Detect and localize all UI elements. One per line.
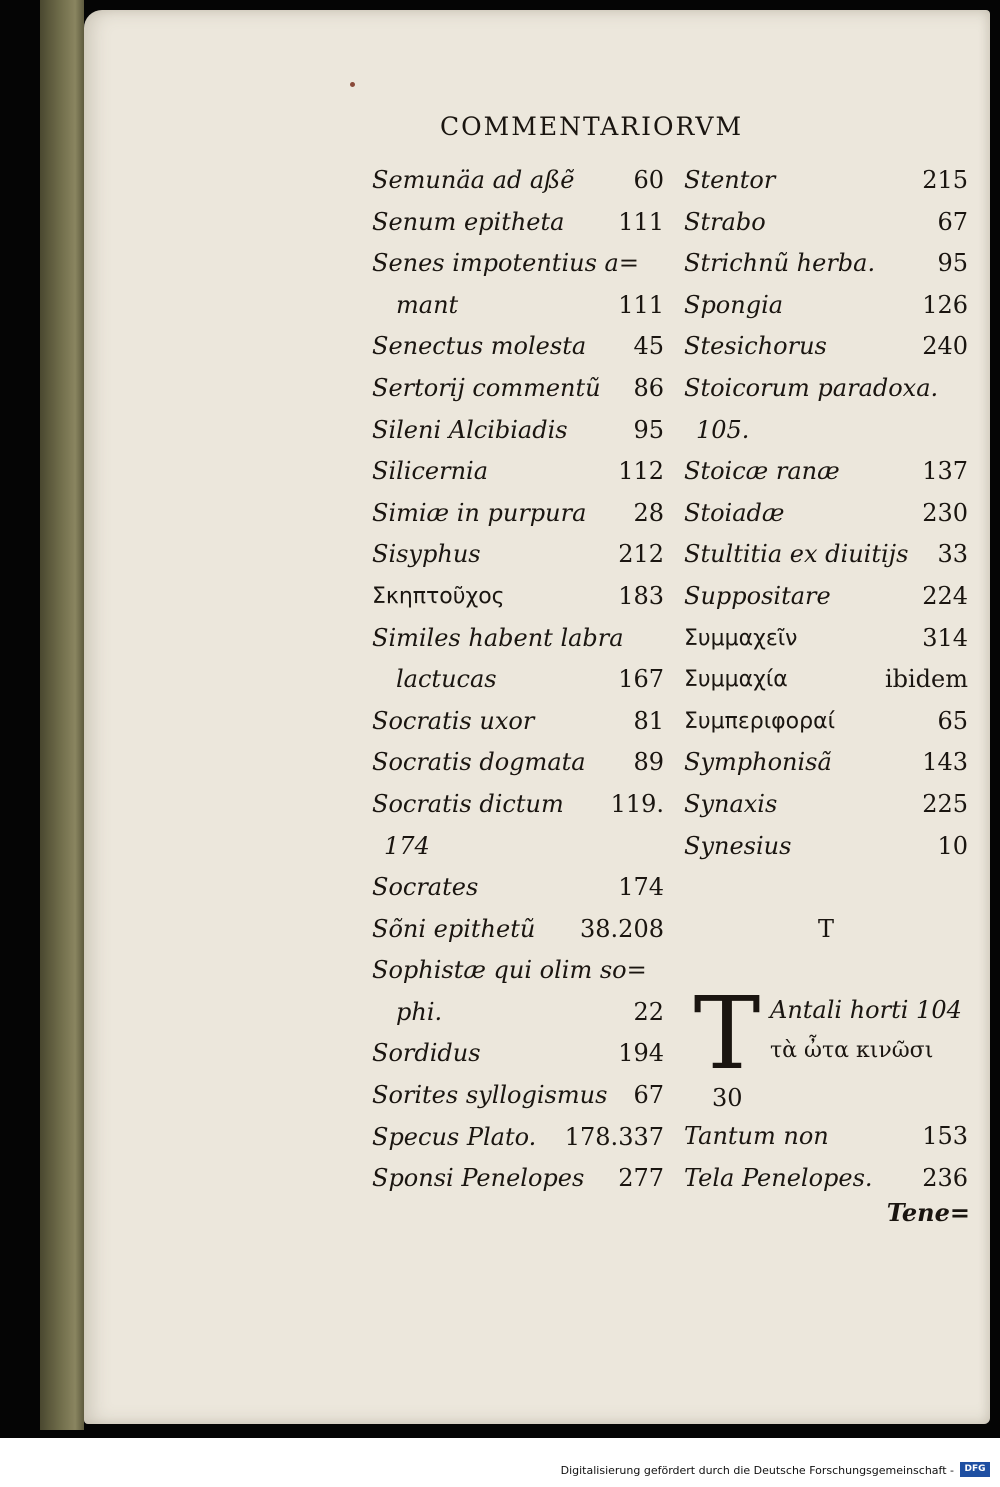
t-entry-line2: τὰ ὦτα κινῶσι xyxy=(770,1038,934,1063)
entry-term: Sõni epithetũ xyxy=(372,914,536,943)
entry-term: Simiæ in purpura xyxy=(372,498,587,527)
index-entry xyxy=(372,410,664,452)
entry-term: Sordidus xyxy=(372,1039,481,1068)
index-entry xyxy=(372,493,664,535)
entry-term: Senum epitheta xyxy=(372,207,565,236)
entry-page: 95 xyxy=(937,249,968,278)
entry-page: 212 xyxy=(618,540,664,569)
entry-page: 28 xyxy=(633,498,664,527)
entry-term: Sileni Alcibiadis xyxy=(372,415,568,444)
index-entry xyxy=(684,742,968,784)
index-entry xyxy=(372,160,664,202)
entry-page: 38.208 xyxy=(580,914,664,943)
index-entry xyxy=(372,576,664,618)
index-entry xyxy=(372,659,664,701)
entry-term: Tela Penelopes. xyxy=(684,1163,873,1192)
entry-term: Sertorij commentũ xyxy=(372,373,601,402)
entry-term: Similes habent labra xyxy=(372,623,624,652)
index-entry xyxy=(372,326,664,368)
index-entry xyxy=(372,285,664,327)
entry-page: 174 xyxy=(618,873,664,902)
entry-term: Stoiadæ xyxy=(684,498,785,527)
entry-page: 45 xyxy=(633,332,664,361)
index-entry xyxy=(684,160,968,202)
entry-page: 119. xyxy=(610,789,664,818)
footer-band xyxy=(0,1438,1000,1487)
index-entry xyxy=(372,950,664,992)
entry-term: Σκηπτοῦχος xyxy=(372,583,505,609)
entry-term: Sponsi Penelopes xyxy=(372,1164,585,1193)
catchword: Tene= xyxy=(886,1198,970,1227)
entry-term: Socratis dictum xyxy=(372,789,564,818)
index-entry xyxy=(372,1033,664,1075)
entry-term: Tantum non xyxy=(684,1122,829,1150)
entry-page: 81 xyxy=(633,706,664,735)
index-entry xyxy=(684,826,968,868)
entry-page: 240 xyxy=(922,332,968,361)
index-entry xyxy=(372,826,664,868)
index-entry xyxy=(372,243,664,285)
entry-page: 236 xyxy=(922,1163,968,1192)
entry-term: Stoicæ ranæ xyxy=(684,457,840,486)
entry-page: 167 xyxy=(618,665,664,694)
entry-term: Spongia xyxy=(684,290,784,319)
index-entry xyxy=(684,243,968,285)
entry-term: Synaxis xyxy=(684,789,778,818)
entry-page: 137 xyxy=(922,457,968,486)
entry-term: Stesichorus xyxy=(684,332,827,361)
entry-page: 112 xyxy=(618,457,664,486)
index-entry xyxy=(684,202,968,244)
dfg-logo: DFG xyxy=(960,1462,990,1477)
entry-term: Socratis dogmata xyxy=(372,748,586,777)
entry-page: 22 xyxy=(633,997,664,1026)
entry-term: Strichnũ herba. xyxy=(684,249,876,278)
entry-page: 153 xyxy=(922,1122,968,1150)
entry-page: 178.337 xyxy=(564,1122,664,1151)
entry-term: Symphonisã xyxy=(684,748,832,777)
index-entry xyxy=(372,368,664,410)
entry-term: Suppositare xyxy=(684,581,831,610)
index-entry xyxy=(684,410,968,452)
index-entry xyxy=(372,451,664,493)
index-entry xyxy=(372,1075,664,1117)
drop-cap: T xyxy=(693,975,761,1092)
footer-credit: Digitalisierung gefördert durch die Deutsche Forschungsgemeinschaft - xyxy=(560,1464,954,1477)
entry-page: 60 xyxy=(633,166,664,194)
book-edge xyxy=(40,0,84,1430)
index-entry xyxy=(684,493,968,535)
entry-page: 67 xyxy=(633,1081,664,1110)
index-entry xyxy=(684,534,968,576)
index-entry xyxy=(372,534,664,576)
t-entry-line3: 30 xyxy=(712,1084,743,1112)
index-entry xyxy=(372,618,664,660)
index-entry xyxy=(372,992,664,1034)
index-entry xyxy=(684,867,968,909)
index-entry xyxy=(684,368,968,410)
entry-term: phi. xyxy=(396,997,443,1026)
index-entry xyxy=(684,285,968,327)
entry-page: 10 xyxy=(937,831,968,860)
index-entry xyxy=(372,701,664,743)
index-entry xyxy=(684,909,968,951)
entry-term: Stultitia ex diuitijs xyxy=(684,540,909,569)
index-entry xyxy=(372,784,664,826)
entry-term: Stoicorum paradoxa. xyxy=(684,373,939,402)
index-column-right xyxy=(684,160,968,950)
index-entry xyxy=(372,867,664,909)
entry-page: ibidem xyxy=(884,665,968,694)
entry-page: 314 xyxy=(922,623,968,652)
index-entry xyxy=(684,659,968,701)
entry-term: lactucas xyxy=(396,665,497,694)
entry-term: Senectus molesta xyxy=(372,332,587,361)
entry-page: 183 xyxy=(618,581,664,610)
entry-term: Strabo xyxy=(684,207,766,236)
entry-term: Sorites syllogismus xyxy=(372,1081,608,1110)
index-entry xyxy=(684,326,968,368)
entry-term: Socratis uxor xyxy=(372,706,535,735)
index-entry xyxy=(372,1158,664,1200)
index-entry xyxy=(684,701,968,743)
entry-term: Synesius xyxy=(684,831,792,860)
entry-page: 65 xyxy=(937,706,968,735)
entry-term: Silicernia xyxy=(372,457,489,486)
entry-term: Συμμαχία xyxy=(684,667,788,693)
entry-term: Συμμαχεῖν xyxy=(684,625,798,651)
t-entry-line1: Antali horti 104 xyxy=(770,996,962,1024)
entry-term: Sisyphus xyxy=(372,540,481,569)
index-entry xyxy=(372,202,664,244)
entry-page: 224 xyxy=(922,581,968,610)
entry-page: 111 xyxy=(618,290,664,319)
index-entry xyxy=(684,618,968,660)
index-entry xyxy=(372,1117,664,1159)
entry-page: 126 xyxy=(922,290,968,319)
entry-term: Senes impotentius a= xyxy=(372,249,639,278)
entry-page: 277 xyxy=(618,1164,664,1193)
running-header: COMMENTARIORVM xyxy=(440,112,744,141)
entry-page: 143 xyxy=(922,748,968,777)
ink-spot xyxy=(350,82,355,87)
index-entry xyxy=(372,742,664,784)
entry-page: 86 xyxy=(633,373,664,402)
entry-page: 95 xyxy=(633,415,664,444)
entry-page: 111 xyxy=(618,207,664,236)
index-entry xyxy=(684,576,968,618)
entry-page: 33 xyxy=(937,540,968,569)
entry-term: Specus Plato. xyxy=(372,1122,537,1151)
index-entry xyxy=(684,451,968,493)
entry-term: Sophistæ qui olim so= xyxy=(372,956,647,985)
entry-page: 225 xyxy=(922,789,968,818)
index-entry xyxy=(684,1116,968,1158)
entry-term: 105. xyxy=(696,415,750,444)
entry-term: Συμπεριφοραί xyxy=(684,708,836,734)
index-column-left xyxy=(372,160,664,1200)
index-entry xyxy=(372,909,664,951)
entry-page: 194 xyxy=(618,1039,664,1068)
entry-term: Socrates xyxy=(372,873,479,902)
entry-page: 67 xyxy=(937,207,968,236)
entry-term: Semunäa ad aßẽ xyxy=(372,166,575,194)
index-entry xyxy=(684,784,968,826)
index-entry xyxy=(684,1158,968,1200)
entry-page: 230 xyxy=(922,498,968,527)
entry-term: 174 xyxy=(384,831,430,860)
entry-page: 215 xyxy=(922,166,968,194)
entry-term: Stentor xyxy=(684,166,776,194)
entry-term: T xyxy=(817,914,834,943)
entry-page: 89 xyxy=(633,748,664,777)
t-entries xyxy=(684,1116,968,1199)
entry-term: mant xyxy=(396,290,459,319)
